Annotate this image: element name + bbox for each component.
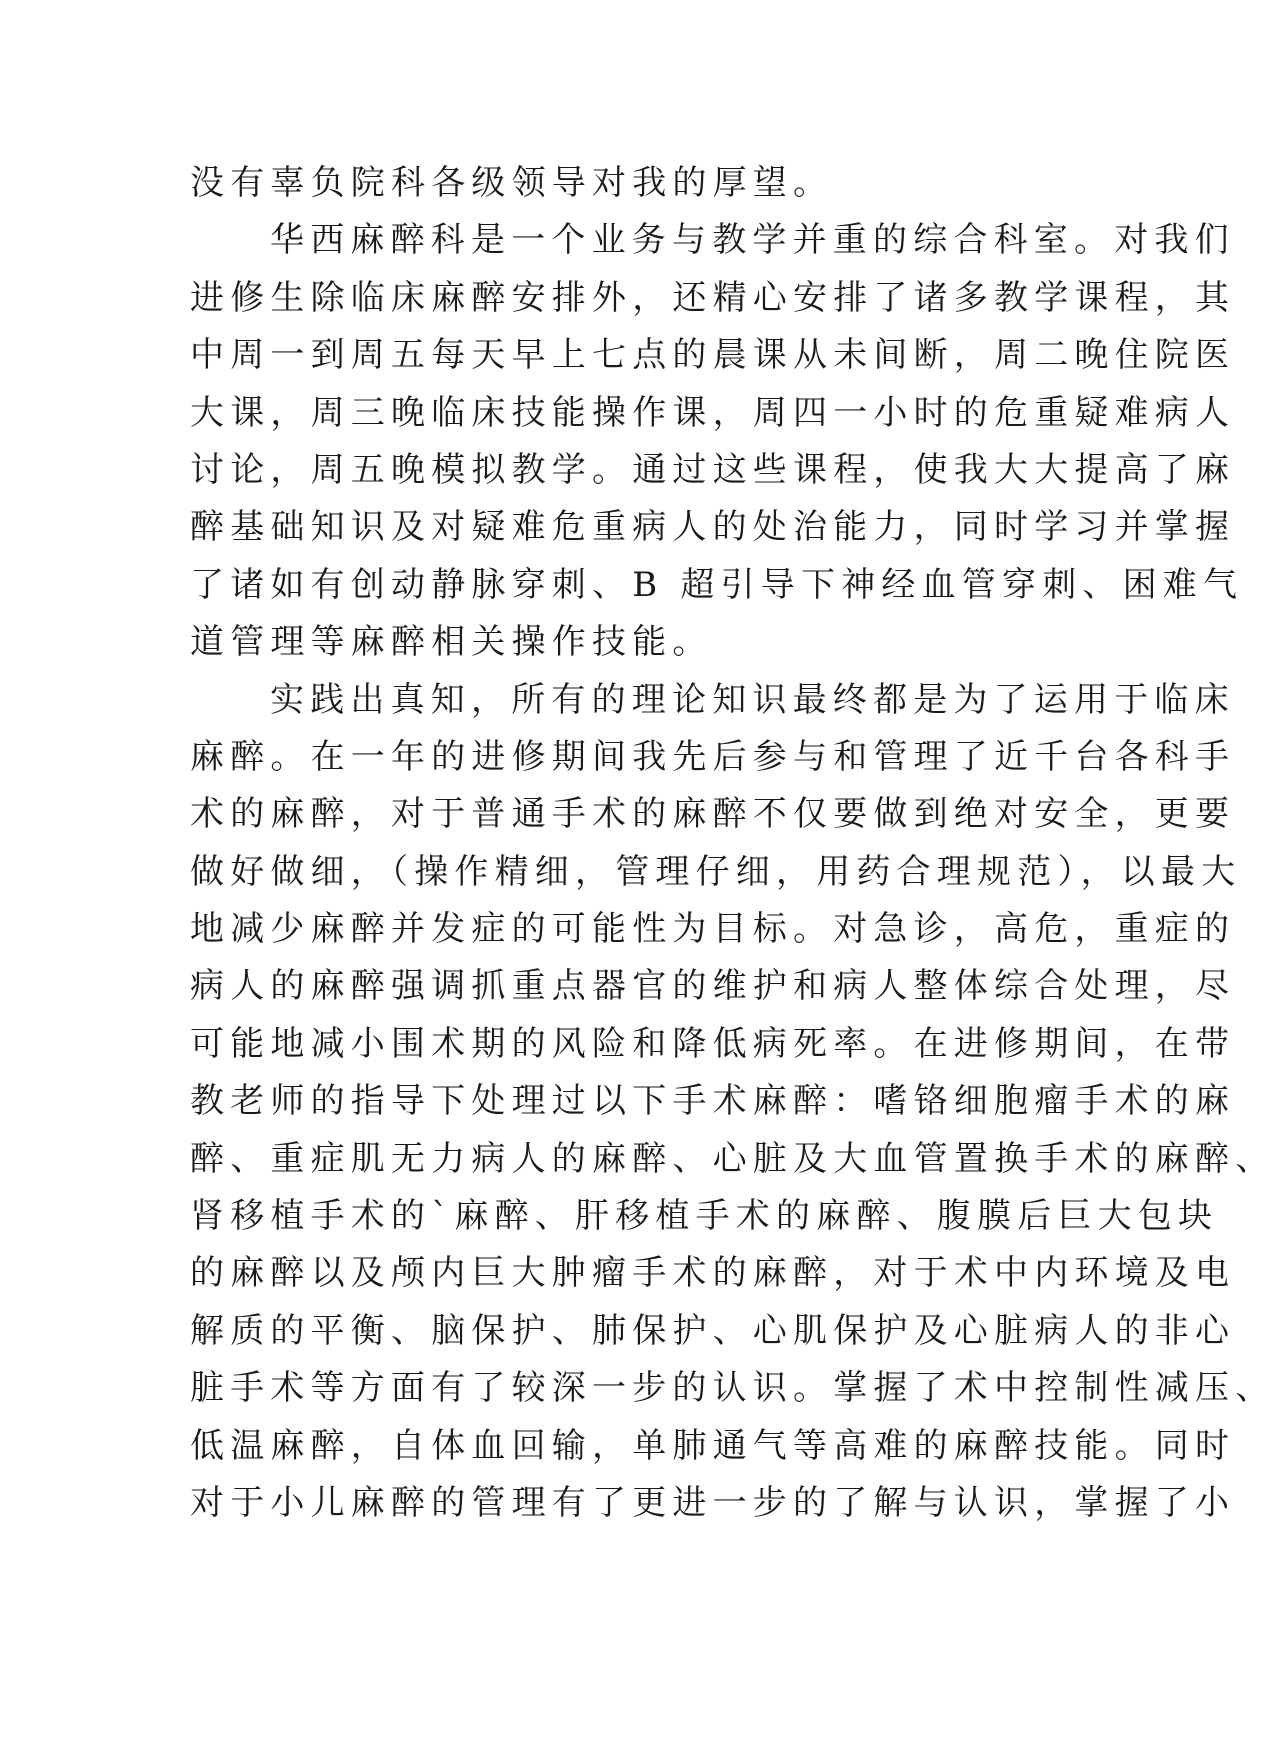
text-line: 病人的麻醉强调抓重点器官的维护和病人整体综合处理，尽 (190, 966, 1236, 1007)
text-line: 对于小儿麻醉的管理有了更进一步的了解与认识，掌握了小 (190, 1482, 1236, 1523)
text-line: 了诸如有创动静脉穿刺、B 超引导下神经血管穿刺、困难气 (190, 564, 1244, 605)
text-line: 肾移植手术的`麻醉、肝移植手术的麻醉、腹膜后巨大包块 (190, 1196, 1219, 1237)
text-line: 进修生除临床麻醉安排外，还精心安排了诸多教学课程，其 (190, 277, 1236, 318)
text-line: 麻醉。在一年的进修期间我先后参与和管理了近千台各科手 (190, 736, 1236, 777)
text-line: 术的麻醉，对于普通手术的麻醉不仅要做到绝对安全，更要 (190, 794, 1236, 835)
document-body (190, 155, 1275, 1532)
text-line: 低温麻醉，自体血回输，单肺通气等高难的麻醉技能。同时 (190, 1425, 1236, 1466)
text-line: 华西麻醉科是一个业务与教学并重的综合科室。对我们 (270, 220, 1235, 261)
text-line: 可能地减小围术期的风险和降低病死率。在进修期间，在带 (190, 1023, 1236, 1064)
text-line: 道管理等麻醉相关操作技能。 (190, 622, 713, 663)
text-line: 解质的平衡、脑保护、肺保护、心肌保护及心脏病人的非心 (190, 1310, 1236, 1351)
text-line: 没有辜负院科各级领导对我的厚望。 (190, 163, 834, 203)
text-line: 教老师的指导下处理过以下手术麻醉：嗜铬细胞瘤手术的麻 (190, 1081, 1236, 1122)
text-line: 做好做细，（操作精细，管理仔细，用药合理规范），以最大 (190, 851, 1242, 892)
text-line: 中周一到周五每天早上七点的晨课从未间断，周二晚住院医 (190, 335, 1236, 376)
text-line: 讨论，周五晚模拟教学。通过这些课程，使我大大提高了麻 (190, 449, 1236, 490)
text-line: 大课，周三晚临床技能操作课，周四一小时的危重疑难病人 (190, 392, 1236, 433)
text-line: 脏手术等方面有了较深一步的认识。掌握了术中控制性减压、 (190, 1368, 1275, 1409)
text-line: 醉、重症肌无力病人的麻醉、心脏及大血管置换手术的麻醉、 (190, 1138, 1275, 1179)
text-line: 醉基础知识及对疑难危重病人的处治能力，同时学习并掌握 (190, 507, 1236, 548)
text-line: 地减少麻醉并发症的可能性为目标。对急诊，高危，重症的 (190, 909, 1236, 950)
text-line: 实践出真知，所有的理论知识最终都是为了运用于临床 (270, 679, 1235, 720)
text-line: 的麻醉以及颅内巨大肿瘤手术的麻醉，对于术中内环境及电 (190, 1253, 1236, 1294)
